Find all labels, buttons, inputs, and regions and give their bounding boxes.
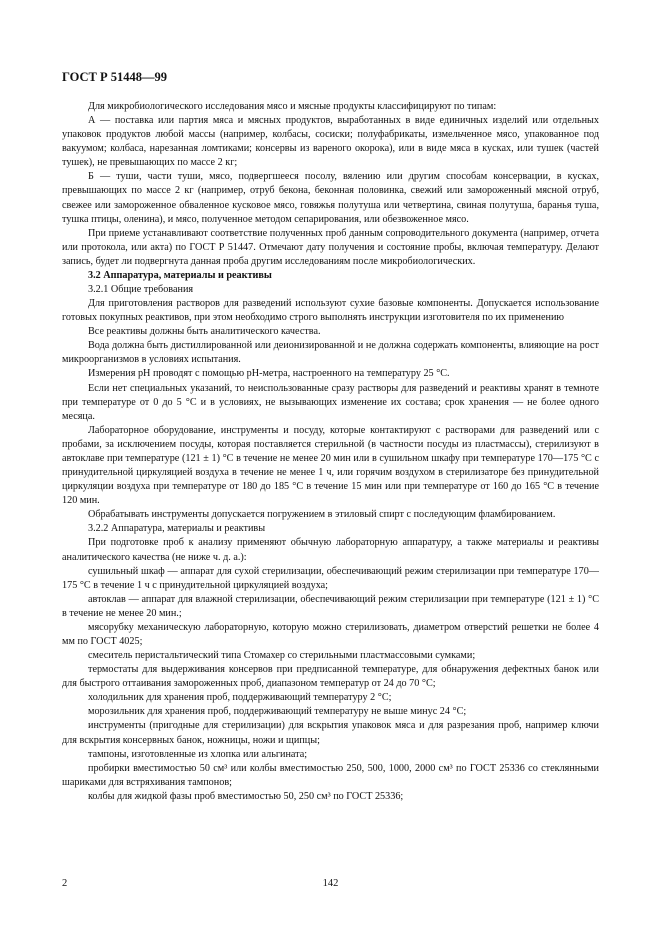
standard-code-header: ГОСТ Р 51448—99 [62,70,168,84]
list-item: мясорубку механическую лабораторную, которую можно стерилизовать, диаметром отверстий решетки не более 4 мм по ГОСТ 4025; [62,621,599,647]
list-item: колбы для жидкой фазы проб вместимостью 50, 250 см³ по ГОСТ 25336; [88,790,404,802]
list-item: пробирки вместимостью 50 см³ или колбы вместимостью 250, 500, 1000, 2000 см³ по ГОСТ 25336 со стеклянными шариками для встряхивания тампонов; [62,762,599,788]
subsection-heading: 3.2.1 Общие требования [88,284,194,296]
section-heading: 3.2 Аппаратура, материалы и реактивы [88,269,272,281]
paragraph: При приеме устанавливают соответствие полученных проб данным сопроводительного документа (например, отчета или протокола, или акта) по ГОСТ Р 51447. Отмечают дату получения и состояние пробы, включая температуру. Делают запись, будет ли подвергнута данная проба другим исследованиям после микробиологических. [62,227,599,267]
list-item: тампоны, изготовленные из хлопка или альгината; [88,748,308,760]
list-item: инструменты (пригодные для стерилизации) для вскрытия упаковок мяса и для разрезания проб, например ключи для вскрытия консервных банок, ножницы, ножи и щипцы; [62,720,599,746]
subsection-heading: 3.2.2 Аппаратура, материалы и реактивы [88,523,266,535]
list-item: автоклав — аппарат для влажной стерилизации, обеспечивающий режим стерилизации при температуре (121 ± 1) °С в течение не менее 20 мин.; [62,593,599,619]
list-item: смеситель перистальтический типа Стомахер со стерильными пластмассовыми сумками; [88,650,476,662]
paragraph: Если нет специальных указаний, то неиспользованные сразу растворы для разведений и реактивы хранят в темноте при температуре от 0 до 5 °С и в условиях, не вызывающих изменение их состава; срок хранения — не более одного месяца. [62,382,599,422]
paragraph: Б — туши, части туши, мясо, подвергшееся посолу, вялению или другим способам консервации, в кусках, превышающих по массе 2 кг (например, отруб бекона, беконная половинка, свежий или замороженный мясной отруб, свежее или замороженное обваленное кусковое мясо, говяжья полутуша или четвертина, свиная полутуша, баранья туша, тушка птицы, оленина), и мясо, полученное методом сепарирования, или обезвоженное мясо. [62,171,599,225]
paragraph: Обрабатывать инструменты допускается погружением в этиловый спирт с последующим фламбированием. [88,509,556,521]
paragraph: Измерения pH проводят с помощью pH-метра, настроенного на температуру 25 °С. [88,368,450,380]
page-number: 2 [62,878,68,889]
paragraph: Для приготовления растворов для разведений используют сухие базовые компоненты. Допускается использование готовых покупных реактивов, при этом необходимо строго выполнять инструкции изготовителя по их применению [62,298,599,324]
list-item: морозильник для хранения проб, поддерживающий температуру не выше минус 24 °С; [88,706,467,718]
paragraph: При подготовке проб к анализу применяют обычную лабораторную аппаратуру, а также материалы и реактивы аналитического качества (не ниже ч. д. а.): [62,537,599,563]
list-item: сушильный шкаф — аппарат для сухой стерилизации, обеспечивающий режим стерилизации при температуре 170—175 °С в течение 1 ч с принудительной циркуляцией воздуха; [62,565,599,591]
paragraph: Вода должна быть дистиллированной или деионизированной и не должна содержать компоненты, влияющие на рост микроорганизмов в условиях испытания. [62,340,599,366]
paragraph: Для микробиологического исследования мясо и мясные продукты классифицируют по типам: [88,101,497,112]
paragraph: Все реактивы должны быть аналитического качества. [88,326,321,338]
document-body [62,100,599,804]
sheet-number: 142 [322,878,339,889]
list-item: термостаты для выдерживания консервов при предписанной температуре, для обнаружения дефектных банок или для быстрого оттаивания замороженных проб, диапазоном температур от 24 до 70 °С; [62,664,599,690]
paragraph: Лабораторное оборудование, инструменты и посуду, которые контактируют с растворами для разведений или с пробами, за исключением посуды, которая поставляется стерильной (в частности посуды из пластмассы), стерилизуют в автоклаве при температуре (121 ± 1) °С в течение не менее 20 мин или в сушильном шкафу при температуре 170—175 °С с принудительной циркуляцией воздуха в течение не менее 1 ч, или горячим воздухом в стерилизаторе без принудительной циркуляции воздуха при температуре от 180 до 185 °С в течение 15 мин или при температуре от 160 до 165 °С в течение 120 мин. [62,424,599,507]
paragraph: А — поставка или партия мяса и мясных продуктов, выработанных в виде единичных изделий или отдельных упаковок продуктов любой массы (например, колбасы, сосиски; полуфабрикаты, измельченное мясо, упакованное под вакуумом; колбаса, нарезанная ломтиками; консервы из вареного окорока), или в виде мяса в кусках, или тушек (частей тушек), не превышающих по массе 2 кг; [62,115,599,169]
list-item: холодильник для хранения проб, поддерживающий температуру 2 °С; [88,692,392,704]
